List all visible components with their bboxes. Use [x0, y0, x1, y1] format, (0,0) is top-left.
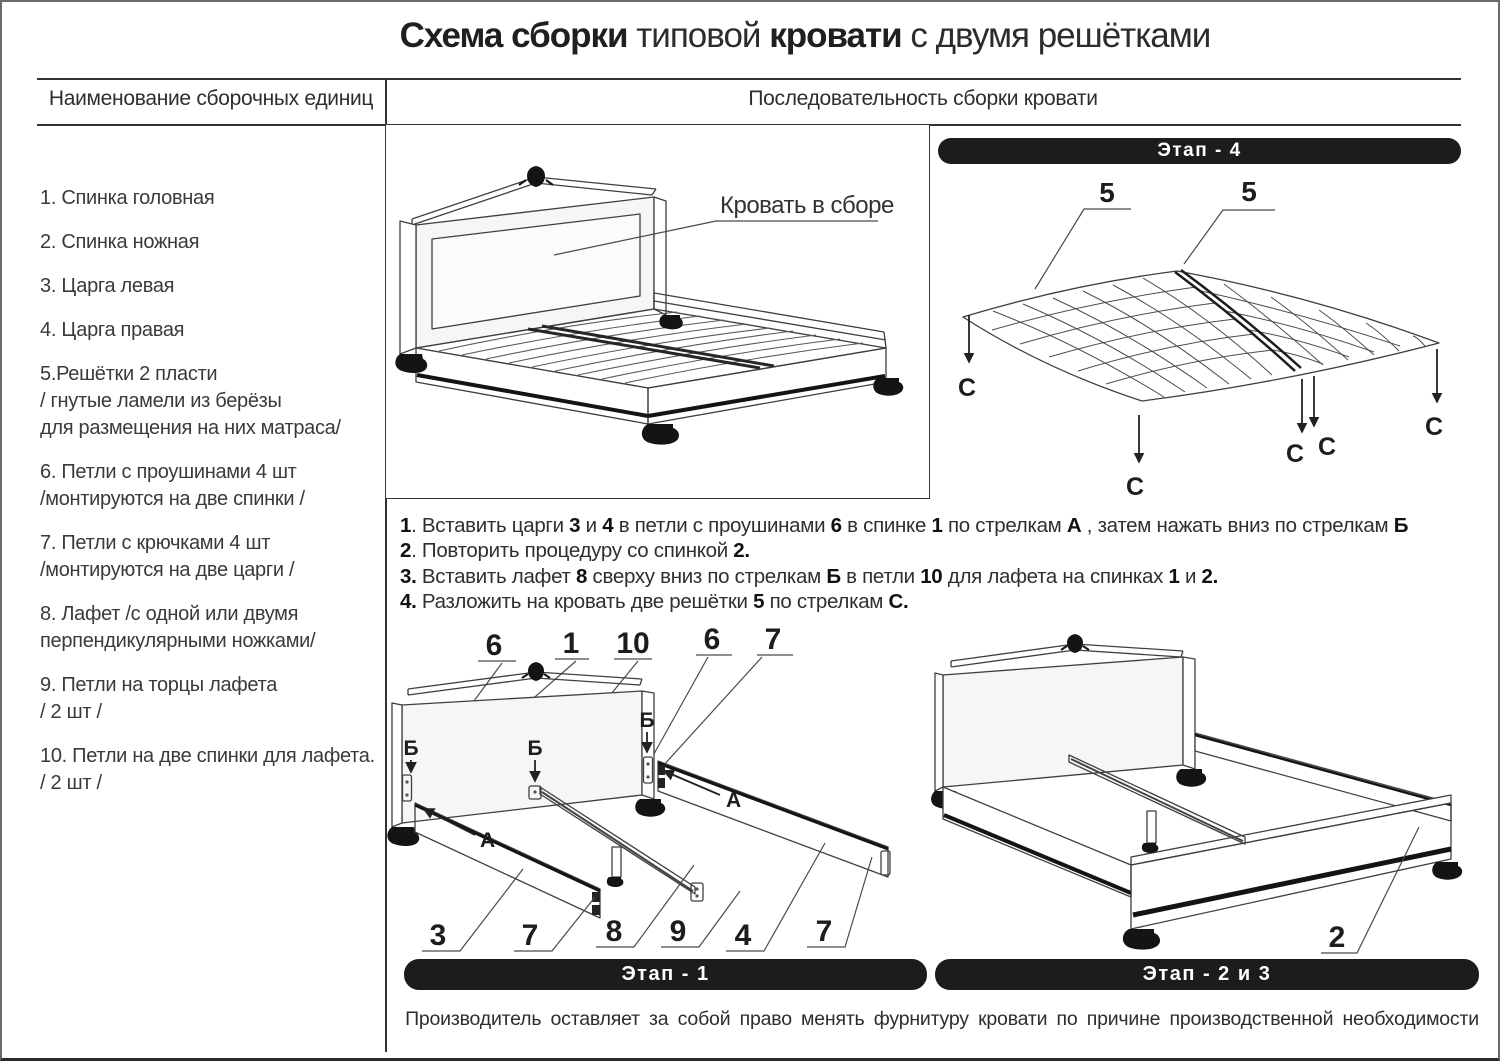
- arrow-letter-b: Б: [527, 737, 543, 760]
- parts-list-line: / гнутые ламели из берёзы: [40, 390, 282, 412]
- arrow-letter-c: С: [1285, 440, 1305, 468]
- instruction-segment: по стрелкам: [764, 590, 889, 614]
- title-segment: кровати: [769, 16, 902, 55]
- callout-7: 7: [521, 919, 539, 952]
- arrow-letter-c: С: [1125, 473, 1145, 501]
- parts-list-line: / 2 шт /: [40, 701, 102, 723]
- instruction-segment: по стрелкам: [942, 514, 1067, 537]
- instruction-line: [400, 564, 1495, 589]
- title-segment: с двумя решётками: [901, 16, 1211, 55]
- parts-list-line: 2. Спинка ножная: [40, 231, 200, 253]
- bottom-callouts: [422, 843, 872, 952]
- arrow-letter-b: Б: [403, 737, 419, 760]
- arrow-letter-c: С: [1317, 433, 1337, 461]
- left-column-header: Наименование сборочных единиц: [48, 87, 374, 110]
- instruction-segment: и: [1179, 564, 1202, 588]
- stage4-drawing: [929, 154, 1482, 502]
- stage4-banner: Этап - 4: [938, 138, 1461, 164]
- instruction-segment: сверху вниз по стрелкам: [587, 564, 827, 588]
- callout-7: 7: [764, 623, 782, 656]
- lafet-beam-shape: [1069, 755, 1245, 853]
- instruction-segment: 3: [569, 514, 581, 537]
- bed-foot: [642, 424, 679, 445]
- bed-foot: [873, 378, 903, 396]
- grid-label-5: 5: [1099, 177, 1115, 208]
- callout-1: 1: [562, 627, 580, 660]
- instruction-segment: . Вставить царги: [411, 514, 570, 537]
- callout-leader-line: [1184, 210, 1275, 264]
- parts-list-line: 8. Лафет /с одной или двумя: [40, 603, 299, 625]
- callout-6: 6: [703, 623, 721, 656]
- parts-list-line: 6. Петли с проушинами 4 шт: [40, 461, 297, 483]
- manufacturer-note: Производитель оставляет за собой право менять фурнитуру кровати по причине производственной необходимости: [405, 1008, 1479, 1030]
- parts-list-line: 4. Царга правая: [40, 319, 185, 341]
- instruction-segment: 2.: [733, 539, 750, 563]
- lattice-grids-shape: [963, 270, 1439, 401]
- instruction-line: [400, 538, 1495, 563]
- instruction-segment: Б: [1393, 514, 1409, 537]
- grid-label-5: 5: [1241, 176, 1257, 207]
- instruction-line: [400, 513, 1495, 538]
- instruction-segment: 2.: [1201, 564, 1218, 588]
- parts-list-item: [40, 743, 385, 797]
- headboard-shape: [931, 634, 1206, 809]
- instruction-segment: 10: [920, 564, 943, 588]
- page-title: [2, 16, 1498, 56]
- instruction-segment: С.: [888, 590, 909, 614]
- instruction-segment: в спинке: [841, 514, 932, 537]
- assembly-instructions: [400, 513, 1495, 615]
- stage23-banner: Этап - 2 и 3: [935, 959, 1479, 990]
- callout-3: 3: [429, 919, 447, 952]
- instruction-segment: Вставить лафет: [416, 564, 577, 588]
- parts-list-line: /монтируются на две спинки /: [40, 488, 305, 510]
- instruction-segment: в петли: [840, 564, 921, 588]
- bed-foot: [659, 315, 682, 329]
- arrow-letter-a: А: [726, 789, 742, 812]
- instruction-segment: в петли с проушинами: [613, 514, 831, 537]
- parts-list-line: / 2 шт /: [40, 772, 102, 794]
- instruction-segment: 3.: [400, 564, 417, 588]
- instruction-segment: и: [580, 514, 603, 537]
- instruction-segment: 6: [830, 514, 842, 537]
- parts-list-item: [40, 459, 385, 513]
- assembled-bed-drawing: [386, 125, 929, 498]
- callout-6: 6: [485, 629, 503, 662]
- instruction-segment: Б: [826, 564, 841, 588]
- instruction-segment: 1: [1168, 564, 1180, 588]
- instruction-segment: А: [1066, 514, 1082, 537]
- parts-list-item: [40, 672, 385, 726]
- callout-10: 10: [616, 627, 650, 660]
- parts-list-line: 7. Петли с крючками 4 шт: [40, 532, 271, 554]
- parts-list-item: [40, 317, 385, 344]
- left-side-rail-shape: [415, 803, 600, 918]
- stage23-drawing: [935, 615, 1482, 959]
- arrow-letter-b: Б: [639, 709, 655, 732]
- parts-list: [40, 185, 385, 814]
- stage1-drawing: [390, 615, 932, 959]
- instruction-segment: 4: [602, 514, 614, 537]
- instruction-segment: 2: [400, 539, 412, 563]
- parts-list-item: [40, 530, 385, 584]
- parts-list-item: [40, 361, 385, 442]
- parts-list-item: [40, 273, 385, 300]
- title-segment: Схема сборки: [399, 16, 628, 55]
- headboard-shape: [387, 662, 665, 846]
- instruction-segment: . Повторить процедуру со спинкой: [411, 539, 734, 563]
- instruction-segment: 1: [931, 514, 943, 537]
- parts-list-line: 3. Царга левая: [40, 275, 175, 297]
- instruction-segment: 1: [400, 514, 412, 537]
- stage1-banner: Этап - 1: [404, 959, 927, 990]
- title-segment: типовой: [627, 16, 770, 55]
- callout-leader-line: [1035, 209, 1131, 289]
- bed-foot: [395, 354, 427, 373]
- assembled-bed-callout: Кровать в сборе: [720, 192, 894, 219]
- parts-list-line: перпендикулярными ножками/: [40, 630, 316, 652]
- instruction-segment: Разложить на кровать две решётки: [416, 590, 754, 614]
- callout-4: 4: [734, 919, 752, 952]
- instruction-segment: 4.: [400, 590, 417, 614]
- parts-list-item: [40, 229, 385, 256]
- instruction-segment: 5: [753, 590, 765, 614]
- arrow-letter-c: С: [957, 374, 977, 402]
- instruction-line: [400, 589, 1495, 614]
- parts-list-line: 1. Спинка головная: [40, 187, 215, 209]
- callout-8: 8: [605, 915, 623, 948]
- title-divider: [37, 78, 1461, 80]
- callout-9: 9: [669, 915, 687, 948]
- right-side-rail-shape: [658, 761, 890, 877]
- instruction-segment: для лафета на спинках: [942, 564, 1169, 588]
- parts-list-item: [40, 185, 385, 212]
- parts-list-line: 10. Петли на две спинки для лафета.: [40, 745, 375, 767]
- parts-list-line: для размещения на них матраса/: [40, 417, 341, 439]
- callout-2: 2: [1328, 921, 1346, 954]
- c-direction-arrows: [958, 315, 1443, 501]
- arrow-letter-a: А: [480, 829, 496, 852]
- instruction-segment: 8: [576, 564, 588, 588]
- instruction-segment: , затем нажать вниз по стрелкам: [1081, 514, 1394, 537]
- parts-list-line: 9. Петли на торцы лафета: [40, 674, 278, 696]
- parts-list-line: 5.Решётки 2 пласти: [40, 363, 218, 385]
- callout-7: 7: [815, 915, 833, 948]
- right-column-header: Последовательность сборки кровати: [748, 87, 1098, 110]
- parts-list-line: /монтируются на две царги /: [40, 559, 295, 581]
- arrow-letter-c: С: [1424, 413, 1444, 441]
- parts-list-item: [40, 601, 385, 655]
